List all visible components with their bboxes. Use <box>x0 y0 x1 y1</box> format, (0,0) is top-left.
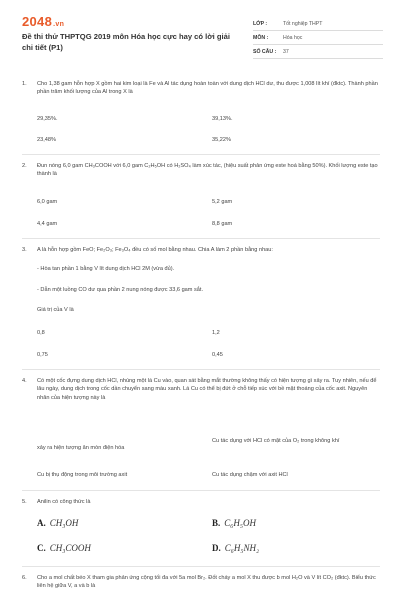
meta-value: Tốt nghiệp THPT <box>283 20 323 27</box>
option-b[interactable]: 5,2 gam <box>212 199 233 205</box>
option-formula: C₆H₅NH₂ <box>224 543 260 553</box>
question-1 <box>22 80 380 100</box>
option-a[interactable]: 0,8 <box>37 330 45 336</box>
question-line: - Dẫn một luồng CO dư qua phần 2 nung nóng được 33,6 gam sắt. <box>37 287 204 293</box>
option-d[interactable]: 35,22% <box>212 137 231 143</box>
option-c[interactable]: 4,4 gam <box>37 221 58 227</box>
option-a[interactable] <box>37 518 78 528</box>
logo-suffix: .vn <box>53 21 65 28</box>
option-d[interactable] <box>212 543 259 553</box>
meta-key: SỐ CÂU : <box>253 48 277 55</box>
document-title: Đề thi thử THPTQG 2019 môn Hóa học cực hay có lời giải chi tiết (P1) <box>22 32 230 52</box>
option-a[interactable]: 29,35%. <box>37 116 58 122</box>
divider <box>22 566 380 567</box>
option-b[interactable]: 1,2 <box>212 330 220 336</box>
question-text: Anilin có công thức là <box>37 499 91 505</box>
question-number: 4. <box>22 378 27 384</box>
option-c[interactable]: 0,75 <box>37 352 48 358</box>
option-letter: A. <box>37 518 46 528</box>
question-number: 2. <box>22 163 27 169</box>
meta-value: Hóa học <box>283 34 303 41</box>
meta-key: LỚP : <box>253 20 268 27</box>
meta-value: 37 <box>283 48 289 55</box>
question-text: Cho a mol chất béo X tham gia phản ứng cộng tối đa với 5a mol Br₂. Đốt cháy a mol X thu được b mol H₂O và V lít CO₂ (đktc). Biểu thức liên hệ giữa V, a và b là <box>37 575 376 590</box>
option-a[interactable]: xảy ra hiện tượng ăn mòn điện hóa <box>37 445 125 451</box>
option-d[interactable]: Cu tác dụng chậm với axit HCl <box>212 472 288 478</box>
meta-row-subject <box>253 31 383 45</box>
option-letter: B. <box>212 518 221 528</box>
question-text: Đun nóng 6,0 gam CH₃COOH với 6,0 gam C₂H₅OH có H₂SO₄ làm xúc tác, (hiệu suất phản ứng este hoá bằng 50%). Khối lượng este tạo thành là <box>37 163 378 178</box>
question-line: Giá trị của V là <box>37 307 74 313</box>
question-text: A là hỗn hợp gồm FeO; Fe₂O₃; Fe₃O₄ đều có số mol bằng nhau. Chia A làm 2 phần bằng nhau: <box>37 247 273 253</box>
meta-key: MÔN : <box>253 34 269 41</box>
divider <box>22 490 380 491</box>
question-line: - Hòa tan phần 1 bằng V lít dung dịch HCl 2M (vừa đủ). <box>37 266 175 272</box>
divider <box>22 369 380 370</box>
meta-row-count <box>253 45 383 59</box>
question-3 <box>22 246 380 256</box>
meta-panel <box>253 17 383 59</box>
question-5 <box>22 498 380 508</box>
question-number: 5. <box>22 499 27 505</box>
question-2 <box>22 162 380 182</box>
option-letter: C. <box>37 543 46 553</box>
divider <box>22 238 380 239</box>
option-b[interactable]: Cu tác dụng với HCl có mặt của O₂ trong không khí <box>212 438 340 444</box>
site-logo[interactable] <box>22 14 64 29</box>
question-6 <box>22 574 380 594</box>
question-4 <box>22 377 380 417</box>
option-formula: CH₃OH <box>49 518 79 528</box>
option-b[interactable] <box>212 518 256 528</box>
logo-text: 2048 <box>22 14 53 29</box>
question-number: 1. <box>22 81 27 87</box>
meta-row-class <box>253 17 383 31</box>
option-b[interactable]: 39,13%. <box>212 116 233 122</box>
option-d[interactable]: 0,45 <box>212 352 223 358</box>
option-formula: C₆H₅OH <box>224 518 257 528</box>
question-text: Có một cốc đựng dung dịch HCl, nhúng một lá Cu vào, quan sát bằng mắt thường không thấy có hiện tượng gì xảy ra. Tuy nhiên, nếu để lâu ngày, dung dịch trong cốc dần chuyển sang màu xanh. Lá Cu có thể bị đứt ở chỗ tiếp xúc với bề mặt thoáng của cốc axit. Nguyên nhân của hiện tượng này là <box>37 378 377 401</box>
option-formula: CH₃COOH <box>49 543 91 553</box>
option-c[interactable] <box>37 543 91 553</box>
option-c[interactable]: 23,48% <box>37 137 56 143</box>
question-number: 3. <box>22 247 27 253</box>
question-number: 6. <box>22 575 27 581</box>
option-letter: D. <box>212 543 221 553</box>
option-c[interactable]: Cu bị thụ động trong môi trường axit <box>37 472 128 478</box>
option-d[interactable]: 8,8 gam <box>212 221 233 227</box>
question-text: Cho 1,38 gam hỗn hợp X gồm hai kim loại là Fe và Al tác dụng hoàn toàn với dung dịch HCl dư, thu được 1,008 lít khí (đktc). Thành phần phần trăm khối lượng của Al trong X là <box>37 81 378 96</box>
divider <box>22 154 380 155</box>
option-a[interactable]: 6,0 gam <box>37 199 58 205</box>
